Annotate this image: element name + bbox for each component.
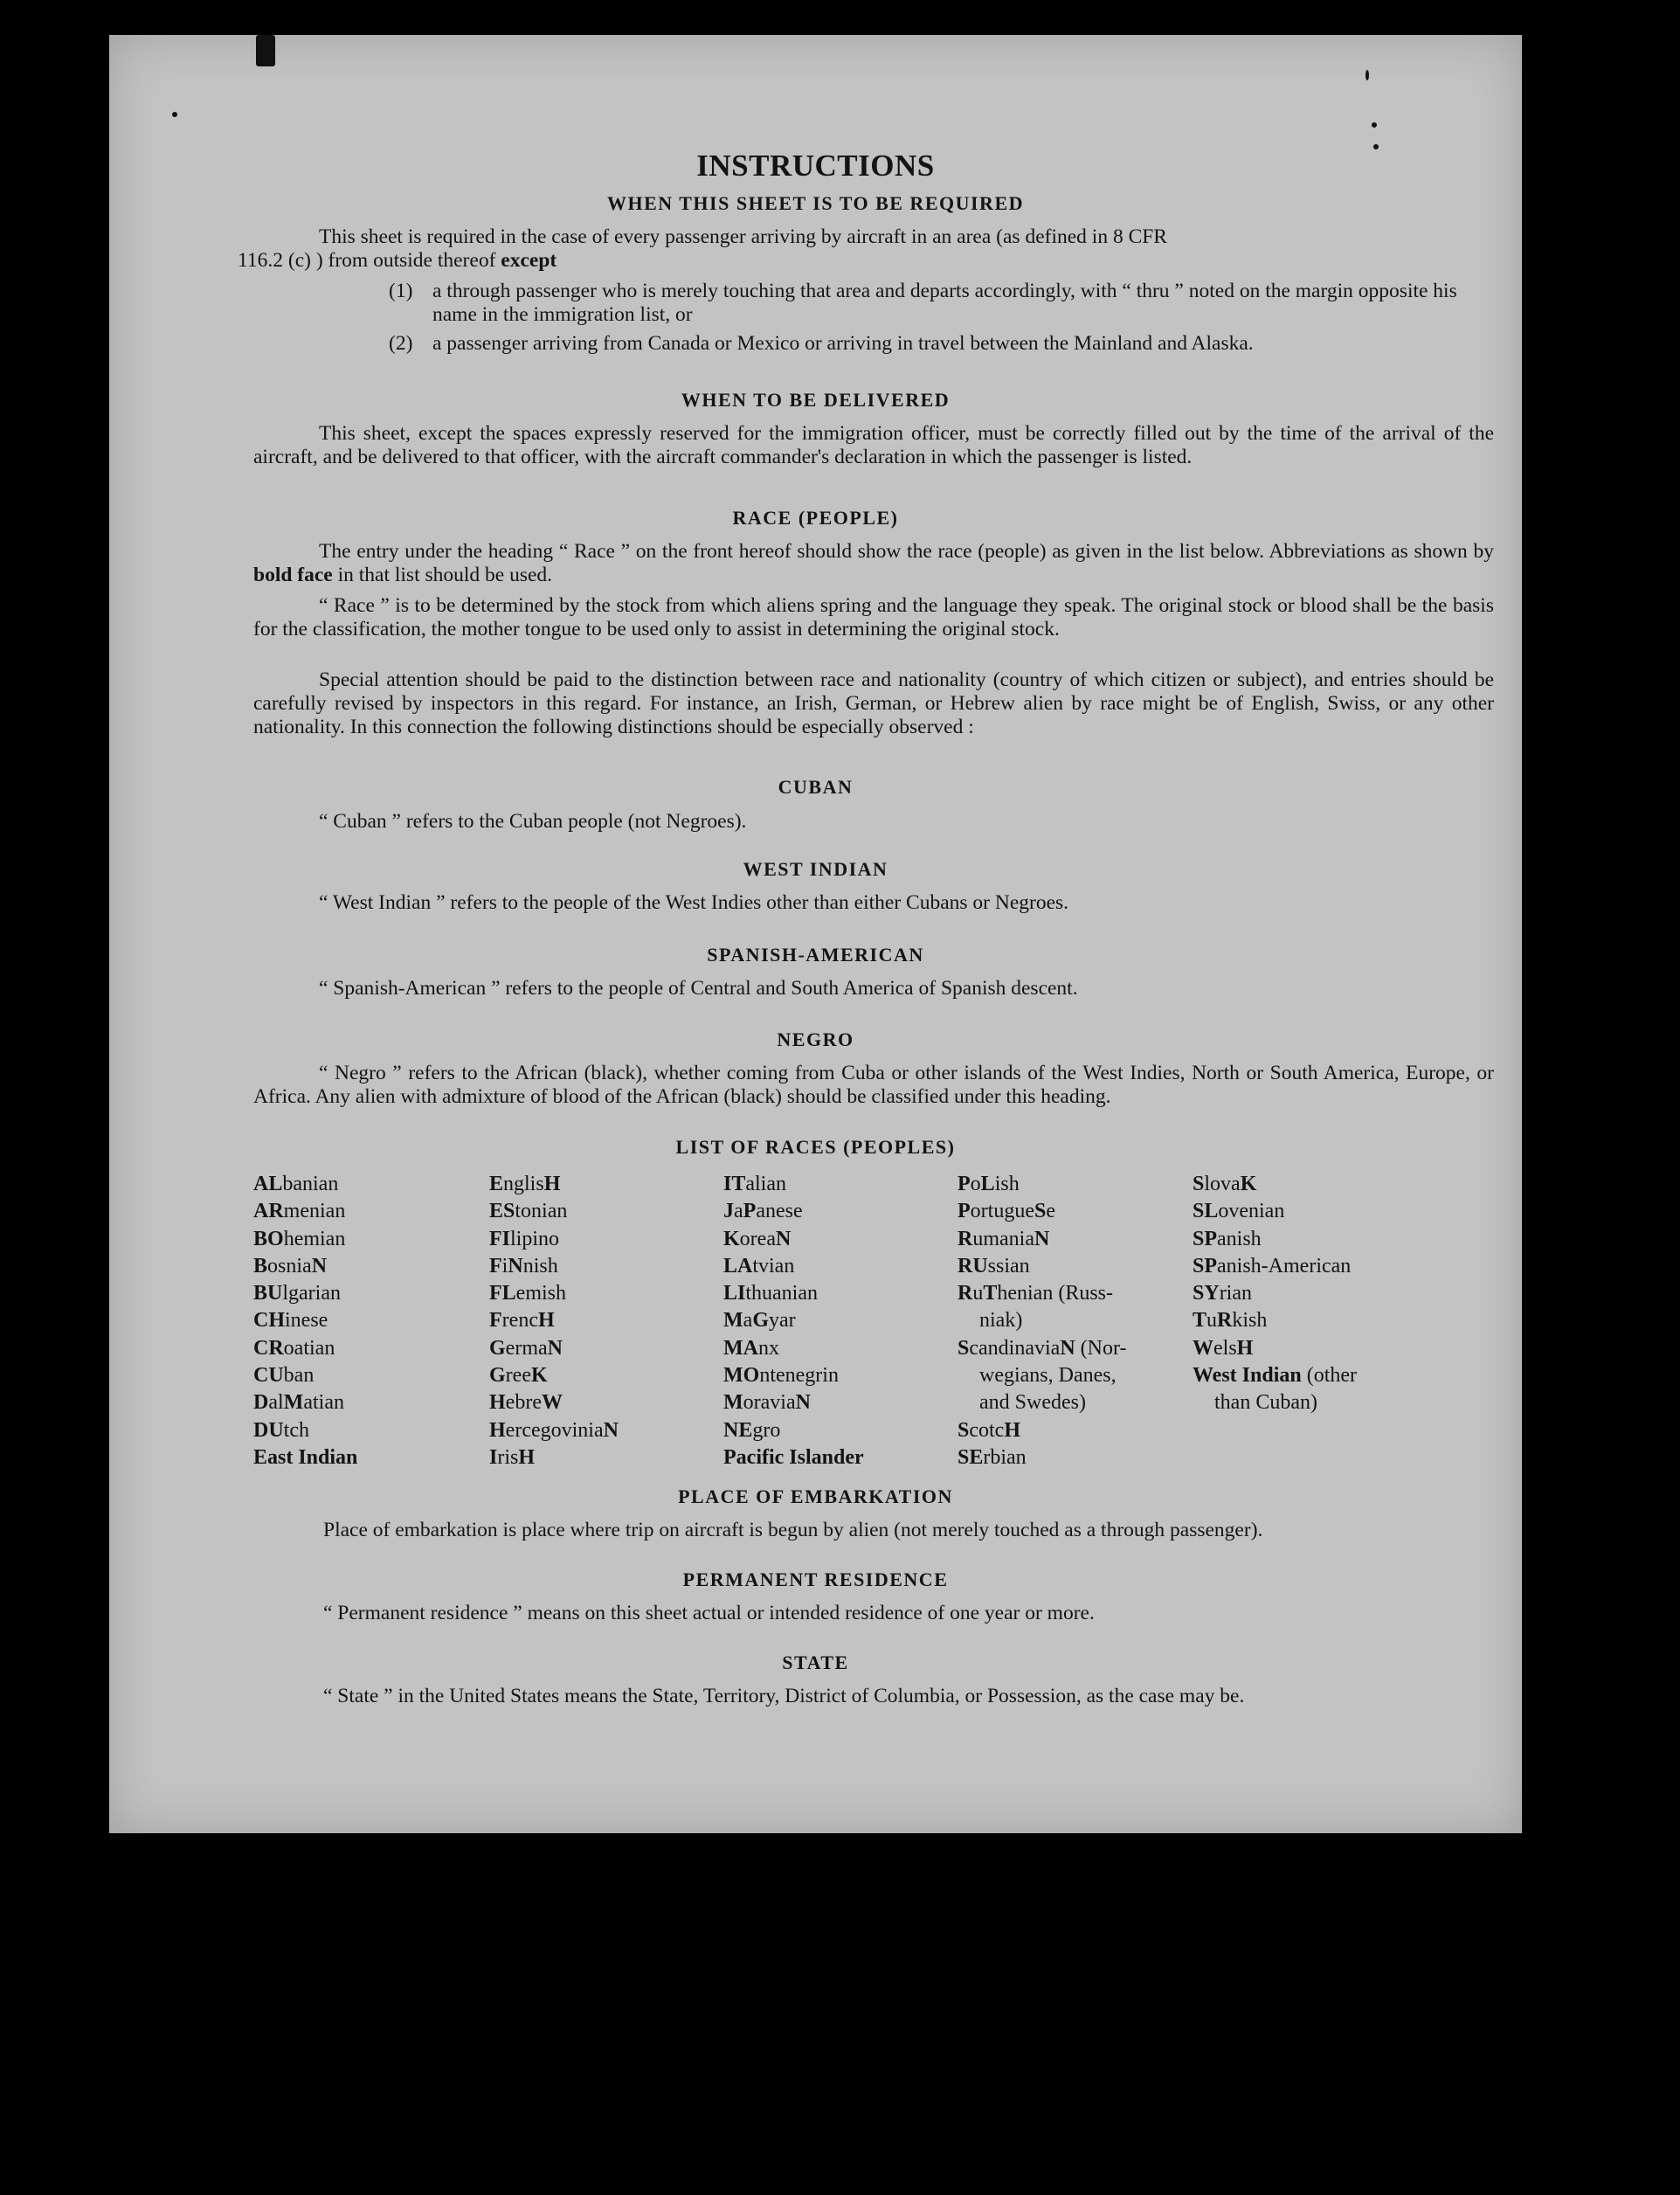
race-rest: orea xyxy=(739,1227,776,1250)
race-item xyxy=(958,1226,1193,1253)
scan-speck xyxy=(1373,144,1379,149)
race-item xyxy=(1193,1307,1428,1334)
race-item xyxy=(1193,1198,1428,1225)
race-rest: ntenegrin xyxy=(759,1364,839,1388)
race-abbrev: IT xyxy=(723,1173,746,1195)
race-item xyxy=(489,1226,725,1253)
race-abbrev: N xyxy=(547,1336,563,1360)
race-abbrev: FI xyxy=(489,1227,510,1250)
race-abbrev: T xyxy=(1193,1309,1207,1333)
race-column-3 xyxy=(723,1171,959,1471)
race-paragraph-1 xyxy=(253,540,1494,587)
race-item xyxy=(723,1444,959,1471)
race-abbrev: S xyxy=(1034,1200,1047,1223)
race-rest: ovenian xyxy=(1218,1200,1285,1223)
race-abbrev: N xyxy=(1034,1227,1050,1250)
race-item xyxy=(1193,1253,1428,1280)
race-item xyxy=(958,1307,1193,1334)
race-abbrev: ES xyxy=(489,1200,515,1223)
race-abbrev: SL xyxy=(1193,1200,1219,1223)
race-abbrev: H xyxy=(1236,1336,1254,1360)
race-rest: osnia xyxy=(267,1254,312,1278)
item-2-number: (2) xyxy=(389,332,413,355)
race-abbrev: East Indian xyxy=(253,1445,358,1469)
race-item xyxy=(1193,1171,1428,1198)
race-abbrev: H xyxy=(1004,1418,1021,1442)
race-item xyxy=(253,1444,489,1471)
race-paragraph-3: Special attention should be paid to the distinction between race and nationality (country of which citizen or subject), and entries should be carefully revised by inspectors in this regard. For instance, an Irish, German, or Hebrew alien by race might be of English, Swiss, or any other nationality. In this connection the following distinctions should be especially observed : xyxy=(253,668,1494,738)
race-rest: ban xyxy=(283,1364,315,1388)
race-rest: erma xyxy=(505,1336,548,1360)
race-rest: niak) xyxy=(979,1309,1023,1333)
race-item xyxy=(489,1417,725,1444)
race-item xyxy=(253,1307,489,1334)
race-rest: kish xyxy=(1232,1309,1268,1333)
race-abbrev: R xyxy=(1217,1309,1233,1333)
race-item xyxy=(253,1417,489,1444)
race-abbrev: E xyxy=(489,1173,504,1195)
race-item xyxy=(1193,1362,1428,1389)
item-1-number: (1) xyxy=(389,280,413,302)
race-rest: hemian xyxy=(283,1227,346,1250)
race-abbrev: LI xyxy=(723,1282,746,1305)
race-abbrev: H xyxy=(489,1391,506,1415)
race-abbrev: SY xyxy=(1193,1282,1220,1305)
race-paragraph-2: “ Race ” is to be determined by the stock from which aliens spring and the language they speak. The original stock or blood shall be the basis for the classification, the mother tongue to be used only to assist in determining the original stock. xyxy=(253,594,1494,640)
race-abbrev: S xyxy=(958,1336,970,1360)
race-item xyxy=(253,1335,489,1362)
race-item xyxy=(723,1362,959,1389)
race-abbrev: G xyxy=(752,1309,769,1333)
race-item xyxy=(253,1198,489,1225)
race-rest: thuanian xyxy=(745,1282,818,1305)
race-rest: candinavia xyxy=(969,1336,1061,1360)
race-abbrev: SP xyxy=(1193,1227,1218,1250)
race-rest: yar xyxy=(768,1309,796,1333)
race-rest: a xyxy=(734,1200,743,1223)
heading-list-of-races: LIST OF RACES (PEOPLES) xyxy=(675,1136,956,1158)
race-abbrev: BU xyxy=(253,1282,283,1305)
state-text: “ State ” in the United States means the State, Territory, District of Columbia, or Possession, as the case may be. xyxy=(323,1685,1245,1707)
race-rest: tch xyxy=(283,1418,309,1442)
race-rest: wegians, Danes, xyxy=(979,1364,1117,1388)
heading-cuban: CUBAN xyxy=(778,776,854,798)
race-rest: menian xyxy=(283,1200,346,1223)
race-abbrev: H xyxy=(489,1418,506,1442)
required-except: except xyxy=(501,249,557,272)
race-item xyxy=(723,1171,959,1198)
race-item xyxy=(723,1307,959,1334)
race-p1-text: The entry under the heading “ Race ” on the front hereof should show the race (people) as given in the list below. Abbreviations as shown by xyxy=(319,540,1494,563)
race-rest: o xyxy=(970,1173,981,1195)
race-abbrev: P xyxy=(743,1200,757,1223)
required-intro-text: 116.2 (c) ) from outside thereof xyxy=(238,249,501,272)
race-item xyxy=(958,1280,1193,1307)
race-abbrev: G xyxy=(489,1364,506,1388)
race-item xyxy=(958,1417,1193,1444)
race-abbrev: W xyxy=(541,1391,563,1415)
race-rest: nglis xyxy=(503,1173,544,1195)
item-1-text: a through passenger who is merely touching that area and departs accordingly, with “ thru ” noted on the margin opposite his name in the immigration list, or xyxy=(432,280,1457,326)
race-abbrev: K xyxy=(1240,1173,1257,1195)
race-item xyxy=(958,1444,1193,1471)
heading-required: WHEN THIS SHEET IS TO BE REQUIRED xyxy=(606,192,1025,214)
heading-delivered: WHEN TO BE DELIVERED xyxy=(681,389,951,411)
race-rest: henian (Russ- xyxy=(997,1282,1114,1305)
race-abbrev: S xyxy=(958,1418,970,1442)
race-rest: oatian xyxy=(283,1336,335,1360)
race-item xyxy=(489,1198,725,1225)
race-abbrev: N xyxy=(603,1418,619,1442)
race-item xyxy=(253,1226,489,1253)
race-abbrev: SE xyxy=(958,1445,984,1469)
race-item xyxy=(723,1253,959,1280)
race-abbrev: CR xyxy=(253,1336,284,1360)
race-item xyxy=(1193,1335,1428,1362)
race-rest: i xyxy=(501,1254,508,1278)
spanish-american-text: “ Spanish-American ” refers to the people of Central and South America of Spanish descent. xyxy=(319,977,1078,1000)
race-item xyxy=(489,1280,725,1307)
race-item xyxy=(958,1389,1193,1416)
race-rest: ssian xyxy=(987,1254,1030,1278)
race-abbrev: I xyxy=(489,1445,498,1469)
race-abbrev: MA xyxy=(723,1336,758,1360)
required-intro-line1: This sheet is required in the case of every passenger arriving by aircraft in an area (as defined in 8 CFR xyxy=(319,225,1167,248)
race-abbrev: N xyxy=(508,1254,523,1278)
race-item xyxy=(489,1171,725,1198)
race-abbrev: M xyxy=(283,1391,304,1415)
race-rest: emish xyxy=(515,1282,566,1305)
race-abbrev: MO xyxy=(723,1364,760,1388)
race-rest: al xyxy=(268,1391,284,1415)
race-abbrev: P xyxy=(958,1200,971,1223)
race-abbrev: J xyxy=(723,1200,734,1223)
race-abbrev: T xyxy=(983,1282,998,1305)
race-abbrev: P xyxy=(958,1173,971,1195)
race-item xyxy=(723,1389,959,1416)
heading-west-indian: WEST INDIAN xyxy=(743,858,888,880)
race-item xyxy=(958,1198,1193,1225)
race-rest: a xyxy=(743,1309,753,1333)
race-rest: e xyxy=(1046,1200,1055,1223)
race-rest: than Cuban) xyxy=(1214,1391,1317,1415)
scan-speck xyxy=(172,112,177,117)
race-abbrev: D xyxy=(253,1391,269,1415)
race-p1-bold: bold face xyxy=(253,564,333,586)
race-abbrev: N xyxy=(1060,1336,1075,1360)
race-abbrev: FL xyxy=(489,1282,516,1305)
race-abbrev: L xyxy=(980,1173,995,1195)
race-item xyxy=(489,1389,725,1416)
race-abbrev: CH xyxy=(253,1309,285,1333)
race-rest: lova xyxy=(1204,1173,1241,1195)
race-column-1 xyxy=(253,1171,489,1471)
race-rest: inese xyxy=(285,1309,328,1333)
heading-spanish-american: SPANISH-AMERICAN xyxy=(707,944,924,966)
cuban-text: “ Cuban ” refers to the Cuban people (not Negroes). xyxy=(319,810,747,833)
race-column-5 xyxy=(1193,1171,1428,1417)
race-item xyxy=(958,1362,1193,1389)
race-item xyxy=(489,1307,725,1334)
race-abbrev: K xyxy=(723,1227,740,1250)
race-item xyxy=(723,1226,959,1253)
race-item xyxy=(253,1253,489,1280)
scan-speck xyxy=(1365,70,1369,80)
heading-residence: PERMANENT RESIDENCE xyxy=(682,1568,949,1590)
race-item xyxy=(723,1280,959,1307)
race-abbrev: M xyxy=(723,1391,743,1415)
race-rest: gro xyxy=(752,1418,781,1442)
race-abbrev: M xyxy=(723,1309,743,1333)
race-rest: els xyxy=(1213,1336,1237,1360)
race-abbrev: DU xyxy=(253,1418,284,1442)
race-item xyxy=(723,1335,959,1362)
race-abbrev: F xyxy=(489,1254,502,1278)
race-abbrev: CU xyxy=(253,1364,284,1388)
heading-embarkation: PLACE OF EMBARKATION xyxy=(678,1485,953,1507)
race-rest: ris xyxy=(497,1445,519,1469)
race-item xyxy=(958,1253,1193,1280)
scan-speck xyxy=(256,35,275,66)
race-rest: ebre xyxy=(505,1391,542,1415)
race-rest: nx xyxy=(757,1336,779,1360)
race-rest: (Nor- xyxy=(1075,1336,1127,1360)
race-rest: ish xyxy=(994,1173,1020,1195)
embarkation-text: Place of embarkation is place where trip on aircraft is begun by alien (not merely touched as a through passenger). xyxy=(323,1519,1263,1541)
race-column-4 xyxy=(958,1171,1193,1471)
race-item xyxy=(253,1280,489,1307)
race-abbrev: G xyxy=(489,1336,506,1360)
race-abbrev: AR xyxy=(253,1200,284,1223)
race-item xyxy=(723,1417,959,1444)
race-rest: u xyxy=(1206,1309,1218,1333)
race-abbrev: BO xyxy=(253,1227,284,1250)
race-item xyxy=(489,1335,725,1362)
race-abbrev: AL xyxy=(253,1173,283,1195)
race-item xyxy=(253,1362,489,1389)
race-item xyxy=(253,1389,489,1416)
race-abbrev: S xyxy=(1193,1173,1205,1195)
heading-negro: NEGRO xyxy=(777,1028,854,1050)
negro-text: “ Negro ” refers to the African (black), whether coming from Cuba or other islands of the West Indies, North or South America, Europe, or Africa. Any alien with admixture of blood of the African (black) should be classified under this heading. xyxy=(253,1062,1494,1108)
race-rest: ree xyxy=(505,1364,531,1388)
race-abbrev: SP xyxy=(1193,1254,1218,1278)
race-item xyxy=(489,1444,725,1471)
race-rest: oravia xyxy=(743,1391,796,1415)
race-rest: cotc xyxy=(969,1418,1005,1442)
race-item xyxy=(1193,1280,1428,1307)
race-abbrev: F xyxy=(489,1309,502,1333)
race-column-2 xyxy=(489,1171,725,1471)
race-abbrev: West Indian xyxy=(1193,1364,1302,1388)
race-abbrev: N xyxy=(311,1254,328,1278)
race-rest: anese xyxy=(756,1200,803,1223)
race-abbrev: N xyxy=(795,1391,811,1415)
race-rest: nish xyxy=(522,1254,558,1278)
race-abbrev: R xyxy=(958,1227,973,1250)
heading-state: STATE xyxy=(782,1651,849,1673)
race-item xyxy=(958,1171,1193,1198)
instruction-sheet xyxy=(109,35,1522,1833)
race-abbrev: NE xyxy=(723,1418,753,1442)
race-rest: umania xyxy=(972,1227,1034,1250)
race-item xyxy=(723,1198,959,1225)
race-abbrev: Pacific Islander xyxy=(723,1445,864,1469)
race-rest: banian xyxy=(282,1173,339,1195)
race-rest: renc xyxy=(501,1309,538,1333)
race-item xyxy=(1193,1389,1428,1416)
race-rest: rian xyxy=(1219,1282,1252,1305)
race-rest: lgarian xyxy=(282,1282,341,1305)
race-item xyxy=(489,1362,725,1389)
item-2-text: a passenger arriving from Canada or Mexico or arriving in travel between the Mainland and Alaska. xyxy=(432,332,1254,355)
race-abbrev: LA xyxy=(723,1254,753,1278)
race-rest: rbian xyxy=(983,1445,1027,1469)
race-rest: ortugue xyxy=(970,1200,1034,1223)
delivered-text: This sheet, except the spaces expressly reserved for the immigration officer, must be correctly filled out by the time of the arrival of the aircraft, and be delivered to that officer, with the aircraft commander's declaration in which the passenger is listed. xyxy=(253,422,1494,468)
race-rest: tvian xyxy=(752,1254,795,1278)
race-abbrev: RU xyxy=(958,1254,988,1278)
race-abbrev: W xyxy=(1193,1336,1213,1360)
race-item xyxy=(1193,1226,1428,1253)
required-intro-line2 xyxy=(238,249,1494,273)
race-rest: alian xyxy=(745,1173,786,1195)
race-rest: atian xyxy=(303,1391,344,1415)
race-abbrev: R xyxy=(958,1282,973,1305)
race-abbrev: H xyxy=(518,1445,536,1469)
race-item xyxy=(958,1335,1193,1362)
page-title: INSTRUCTIONS xyxy=(696,149,935,183)
race-rest: ercegovinia xyxy=(505,1418,604,1442)
race-rest: lipino xyxy=(510,1227,560,1250)
race-rest: anish-American xyxy=(1217,1254,1352,1278)
race-abbrev: B xyxy=(253,1254,268,1278)
residence-text: “ Permanent residence ” means on this sheet actual or intended residence of one year or more. xyxy=(323,1602,1095,1624)
race-rest: tonian xyxy=(515,1200,568,1223)
race-abbrev: H xyxy=(543,1173,561,1195)
race-rest: u xyxy=(972,1282,984,1305)
scan-speck xyxy=(1372,122,1377,128)
race-abbrev: H xyxy=(537,1309,555,1333)
race-abbrev: K xyxy=(530,1364,548,1388)
west-indian-text: “ West Indian ” refers to the people of the West Indies other than either Cubans or Negroes. xyxy=(319,891,1069,914)
race-rest: (other xyxy=(1301,1364,1358,1388)
race-item xyxy=(253,1171,489,1198)
race-p1-end: in that list should be used. xyxy=(332,564,553,586)
race-abbrev: N xyxy=(775,1227,792,1250)
race-rest: and Swedes) xyxy=(979,1391,1086,1415)
race-rest: anish xyxy=(1217,1227,1262,1250)
heading-race: RACE (PEOPLE) xyxy=(732,507,899,529)
race-item xyxy=(489,1253,725,1280)
